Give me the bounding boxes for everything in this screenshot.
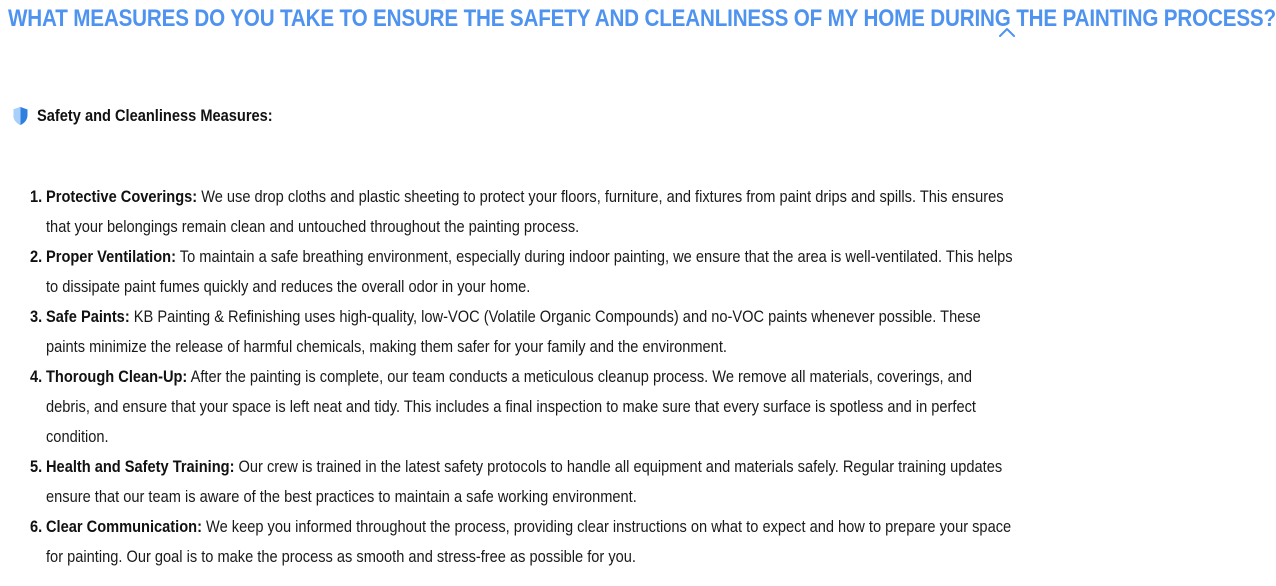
list-item-term: Thorough Clean-Up: [46, 367, 188, 386]
list-item-text [46, 512, 1013, 572]
shield-icon [12, 106, 29, 126]
list-item-description: Our crew is trained in the latest safety protocols to handle all equipment and materials safely. Regular training updates ensure that our team is aware of the best practices to maintain a safe working environment. [46, 457, 1003, 506]
list-item [0, 452, 1046, 512]
list-item-description: To maintain a safe breathing environment, especially during indoor painting, we ensure that the area is well-ventilated. This helps to dissipate paint fumes quickly and reduces the overall odor in your home. [46, 247, 1013, 296]
list-item-description: After the painting is complete, our team conducts a meticulous cleanup process. We remove all materials, coverings, and debris, and ensure that your space is left neat and tidy. This includes a final inspection to make sure that every surface is spotless and in perfect condition. [46, 367, 976, 446]
list-item [0, 242, 1046, 302]
list-item [0, 182, 1046, 242]
list-item [0, 512, 1046, 572]
list-item-number: 2. [30, 247, 43, 266]
list-item-description: We keep you informed throughout the process, providing clear instructions on what to expect and how to prepare your space for painting. Our goal is to make the process as smooth and stress-free as possible for you. [46, 517, 1012, 566]
list-item-number: 3. [30, 307, 43, 326]
section-heading [12, 102, 311, 130]
list-item-term: Health and Safety Training: [46, 457, 235, 476]
list-item-term: Protective Coverings: [46, 187, 198, 206]
list-item-number: 1. [30, 187, 43, 206]
list-item-text [46, 182, 1013, 242]
list-item [0, 302, 1046, 362]
list-item [0, 362, 1046, 452]
chevron-up-icon-graphic [996, 22, 1018, 44]
list-item-description: KB Painting & Refinishing uses high-quality, low-VOC (Volatile Organic Compounds) and no-VOC paints whenever possible. These paints minimize the release of harmful chemicals, making them safer for your family and the environment. [46, 307, 981, 356]
list-item-number: 6. [30, 517, 43, 536]
list-item-term: Proper Ventilation: [46, 247, 176, 266]
list-item-description: We use drop cloths and plastic sheeting to protect your floors, furniture, and fixtures from paint drips and spills. This ensures that your belongings remain clean and untouched throughout the painting process. [46, 187, 1004, 236]
section-title: Safety and Cleanliness Measures: [37, 106, 273, 125]
list-item-term: Clear Communication: [46, 517, 202, 536]
list-item-term: Safe Paints: [46, 307, 130, 326]
list-item-text [46, 302, 1013, 362]
faq-question-header[interactable] [8, 0, 1276, 76]
faq-question[interactable]: WHAT MEASURES DO YOU TAKE TO ENSURE THE SAFETY AND CLEANLINESS OF MY HOME DURING THE PAINTING PROCESS? [8, 5, 1276, 32]
list-item-text [46, 242, 1013, 302]
list-item-number: 5. [30, 457, 43, 476]
measures-list [0, 182, 1018, 572]
list-item-text [46, 362, 1013, 452]
list-item-text [46, 452, 1013, 512]
list-item-number: 4. [30, 367, 43, 386]
chevron-up-icon[interactable] [996, 22, 1018, 44]
